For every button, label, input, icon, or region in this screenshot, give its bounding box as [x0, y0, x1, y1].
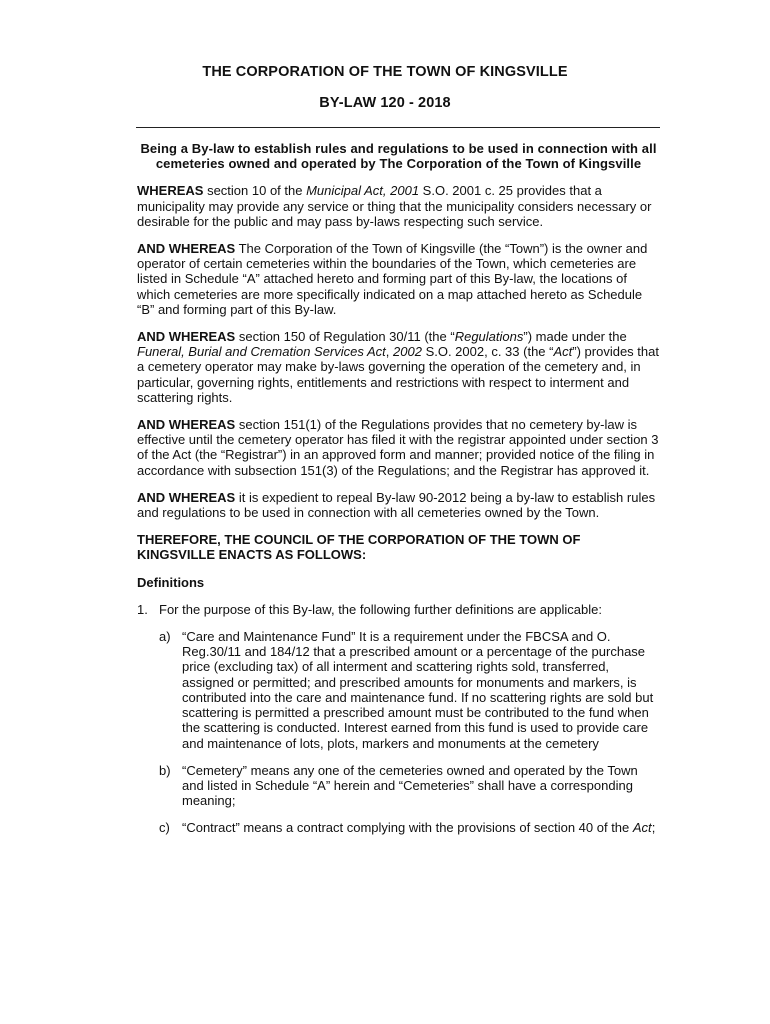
corporation-title: THE CORPORATION OF THE TOWN OF KINGSVILLE [202, 64, 568, 80]
definition-text: “Care and Maintenance Fund” It is a requirement under the FBCSA and O. Reg.30/11 and 184/12 that a prescribed amount or a percentage of the purchase price (excluding tax) of all interment and scattering rights sold, transferred, assigned or permitted; and prescribed amounts for monuments and markers, is contributed into the care and maintenance fund. If no scattering rights are sold but scattering is permitted a prescribed amount must be contributed to the fund when the scattering is conducted. Interest earned from this fund is used to provide care and maintenance of lots, plots, markers and monuments at the cemetery [182, 629, 654, 751]
clause-text: S.O. 2001 c. 25 provides that a municipality may provide any service or thing that the municipality considers necessary or desirable for the public and may pass by-laws respecting such service. [137, 183, 652, 229]
clause-text: section 151(1) of the Regulations provides that no cemetery by-law is effective until the cemetery operator has filed it with the registrar appointed under section 3 of the Act (the “Registrar”) in an approved form and manner; provided notice of the filing in accordance with subsection 151(3) of the Regulations; and the Registrar has approved it. [137, 417, 659, 478]
definition-b [137, 763, 660, 809]
definition-c [137, 820, 660, 835]
whereas-keyword: WHEREAS [137, 183, 204, 199]
whereas-clause-5 [137, 490, 660, 520]
definitions-heading: Definitions [137, 574, 205, 590]
whereas-keyword: AND WHEREAS [137, 489, 236, 505]
definition-label: c) [159, 820, 170, 836]
clause-text: it is expedient to repeal By-law 90-2012 being a by-law to establish rules and regulations to be used in connection with all cemeteries owned by the Town. [137, 489, 656, 521]
document-body [137, 141, 660, 848]
numbered-item-1 [137, 602, 660, 617]
clause-text: “Contract” means a contract complying with the provisions of section 40 of the [182, 820, 633, 836]
definition-text: “Cemetery” means any one of the cemeteries owned and operated by the Town and listed in Schedule “A” herein and “Cemeteries” shall have a corresponding meaning; [182, 762, 638, 809]
definition-label: b) [159, 762, 171, 778]
enacting-clause: THEREFORE, THE COUNCIL OF THE CORPORATION OF THE TOWN OF KINGSVILLE ENACTS AS FOLLOWS: [137, 532, 581, 563]
act-year: 2002 [393, 344, 422, 360]
clause-text: ”) made under the [523, 329, 627, 345]
definition-text [182, 820, 655, 835]
whereas-keyword: AND WHEREAS [137, 329, 236, 345]
clause-text: ”) provides that a cemetery operator may make by-laws governing the operation of the cemetery and, in particular, governing rights, entitlements and restrictions with respect to interment and scattering rights. [137, 344, 659, 405]
whereas-keyword: AND WHEREAS [137, 241, 236, 257]
bylaw-number: BY-LAW 120 - 2018 [319, 95, 451, 111]
regulations-term: Regulations [454, 329, 524, 345]
item-number: 1. [137, 601, 148, 617]
whereas-keyword: AND WHEREAS [137, 417, 236, 433]
definition-a [137, 629, 660, 751]
clause-text: section 10 of the [203, 183, 307, 199]
whereas-clause-3 [137, 329, 660, 405]
bylaw-purpose: Being a By-law to establish rules and regulations to be used in connection with all cemeteries owned and operated by The Corporation of the Town of Kingsville [140, 141, 657, 172]
act-term: Act [553, 344, 573, 360]
clause-text: , [385, 344, 394, 360]
whereas-clause-2 [137, 241, 660, 317]
definition-label: a) [159, 629, 171, 645]
act-term: Act [632, 820, 652, 836]
clause-text: section 150 of Regulation 30/11 (the “ [235, 329, 455, 345]
clause-text: S.O. 2002, c. 33 (the “ [421, 344, 554, 360]
item-text: For the purpose of this By-law, the following further definitions are applicable: [159, 601, 602, 617]
act-title: Municipal Act, 2001 [306, 183, 420, 199]
act-title: Funeral, Burial and Cremation Services Act [137, 344, 386, 360]
whereas-clause-4 [137, 417, 660, 478]
header-divider [136, 127, 660, 128]
whereas-clause-1 [137, 183, 660, 229]
clause-text: The Corporation of the Town of Kingsville (the “Town”) is the owner and operator of certain cemeteries within the boundaries of the Town, which cemeteries are listed in Schedule “A” attached hereto and forming part of this By-law, the locations of which cemeteries are more specifically indicated on a map attached hereto as Schedule “B” and forming part of this By-law. [137, 241, 648, 317]
clause-text: ; [651, 820, 656, 836]
